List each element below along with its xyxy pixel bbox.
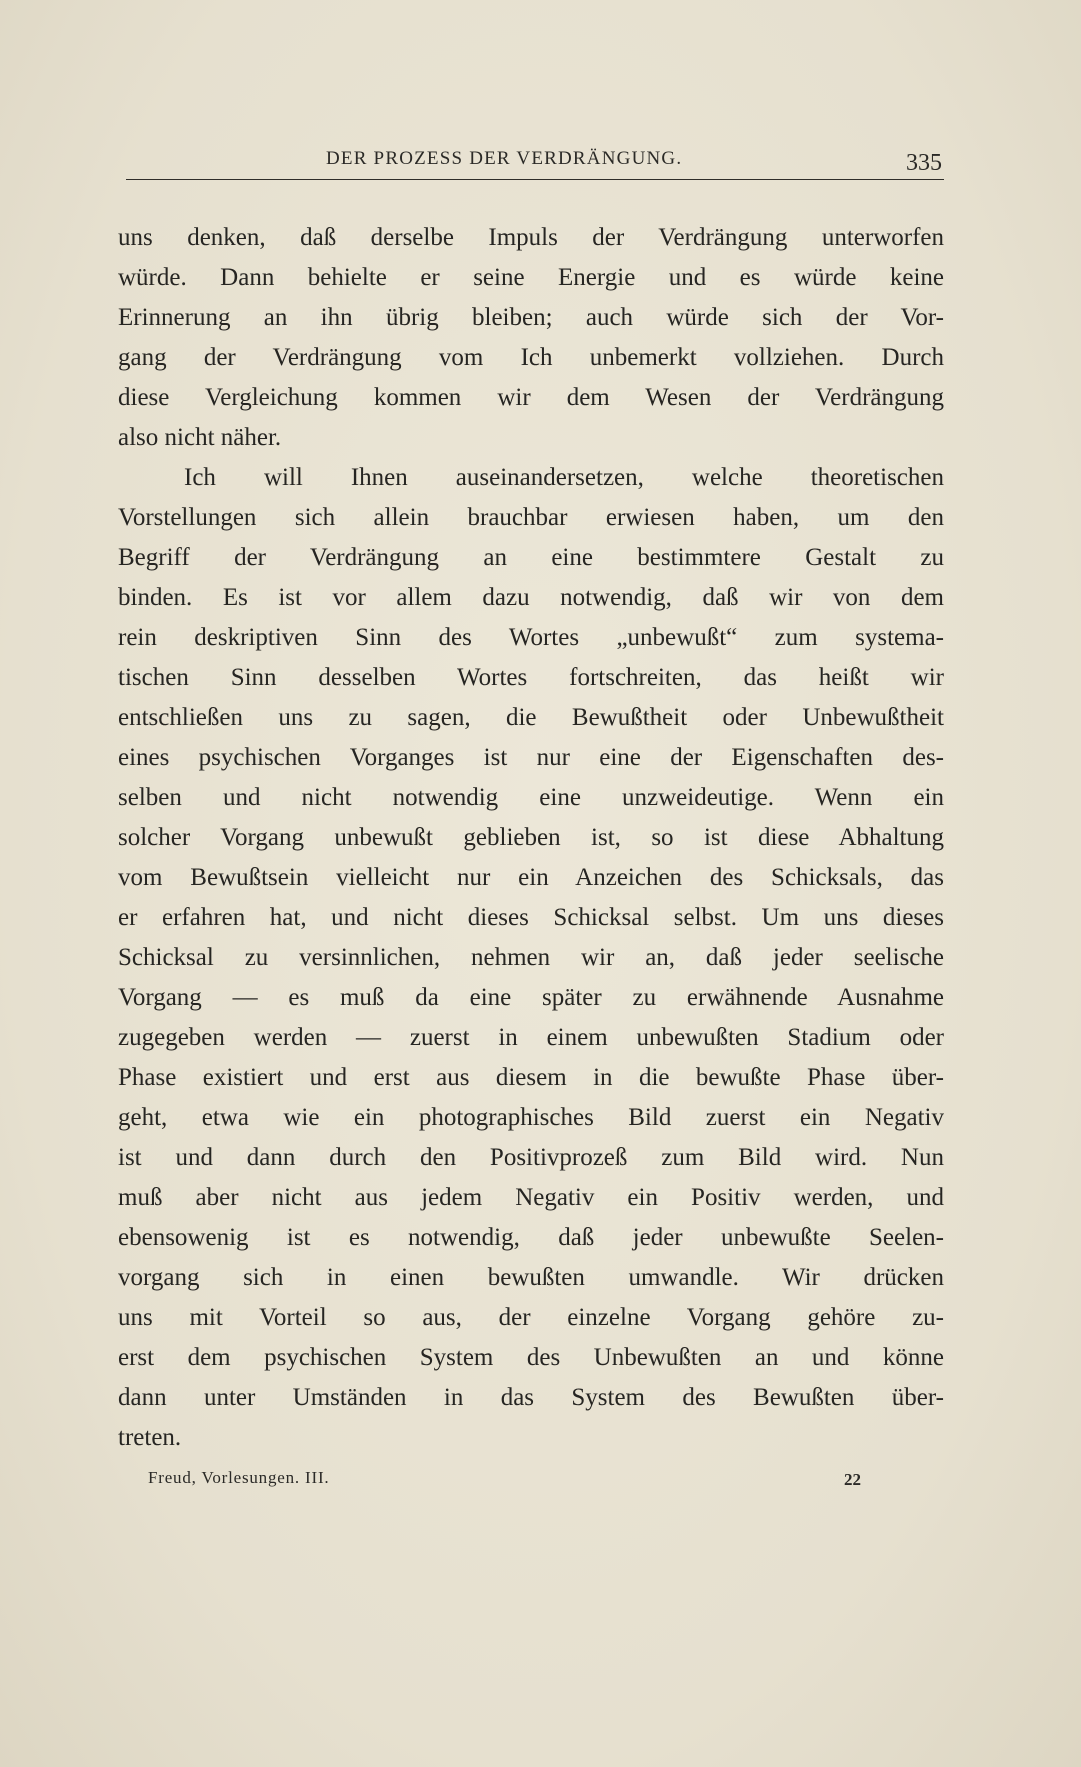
body-text	[118, 218, 944, 1458]
text-line: selben und nicht notwendig eine unzweideutige. Wenn ein	[118, 784, 944, 811]
text-line: also nicht näher.	[118, 424, 282, 451]
text-line: ist und dann durch den Positivprozeß zum Bild wird. Nun	[118, 1144, 944, 1171]
printer-signature: Freud, Vorlesungen. III.	[148, 1468, 330, 1487]
text-line: entschließen uns zu sagen, die Bewußtheit oder Unbewußtheit	[118, 704, 944, 731]
text-line: rein deskriptiven Sinn des Wortes „unbewußt“ zum systema-	[118, 624, 944, 651]
page-number: 335	[906, 150, 942, 176]
text-line: uns denken, daß derselbe Impuls der Verdrängung unterworfen	[118, 224, 944, 251]
text-line: dann unter Umständen in das System des Bewußten über-	[118, 1384, 944, 1411]
text-line: Vorstellungen sich allein brauchbar erwiesen haben, um den	[118, 504, 944, 531]
text-line: solcher Vorgang unbewußt geblieben ist, so ist diese Abhaltung	[118, 824, 944, 851]
text-line: ebensowenig ist es notwendig, daß jeder unbewußte Seelen-	[118, 1224, 944, 1251]
text-line: tischen Sinn desselben Wortes fortschreiten, das heißt wir	[118, 664, 944, 691]
text-line: Phase existiert und erst aus diesem in die bewußte Phase über-	[118, 1064, 944, 1091]
text-line: gang der Verdrängung vom Ich unbemerkt vollziehen. Durch	[118, 344, 944, 371]
text-line: diese Vergleichung kommen wir dem Wesen der Verdrängung	[118, 384, 944, 411]
text-line: uns mit Vorteil so aus, der einzelne Vorgang gehöre zu-	[118, 1304, 944, 1331]
page-header	[126, 148, 944, 178]
text-line: treten.	[118, 1424, 182, 1451]
text-line: würde. Dann behielte er seine Energie und es würde keine	[118, 264, 944, 291]
text-line: geht, etwa wie ein photographisches Bild zuerst ein Negativ	[118, 1104, 944, 1131]
text-line: Ich will Ihnen auseinandersetzen, welche theoretischen	[184, 464, 944, 491]
sheet-number: 22	[844, 1470, 861, 1489]
text-line: vorgang sich in einen bewußten umwandle. Wir drücken	[118, 1264, 944, 1291]
text-line: binden. Es ist vor allem dazu notwendig, daß wir von dem	[118, 584, 944, 611]
running-title: DER PROZESS DER VERDRÄNGUNG.	[326, 148, 683, 169]
text-line: vom Bewußtsein vielleicht nur ein Anzeichen des Schicksals, das	[118, 864, 944, 891]
text-line: eines psychischen Vorganges ist nur eine der Eigenschaften des-	[118, 744, 944, 771]
text-line: er erfahren hat, und nicht dieses Schicksal selbst. Um uns dieses	[118, 904, 944, 931]
text-line: Begriff der Verdrängung an eine bestimmtere Gestalt zu	[118, 544, 944, 571]
text-line: Vorgang — es muß da eine später zu erwähnende Ausnahme	[118, 984, 944, 1011]
text-line: zugegeben werden — zuerst in einem unbewußten Stadium oder	[118, 1024, 944, 1051]
header-rule	[126, 179, 944, 180]
text-line: erst dem psychischen System des Unbewußten an und könne	[118, 1344, 944, 1371]
text-line: muß aber nicht aus jedem Negativ ein Positiv werden, und	[118, 1184, 944, 1211]
text-line: Erinnerung an ihn übrig bleiben; auch würde sich der Vor-	[118, 304, 944, 331]
text-line: Schicksal zu versinnlichen, nehmen wir an, daß jeder seelische	[118, 944, 944, 971]
